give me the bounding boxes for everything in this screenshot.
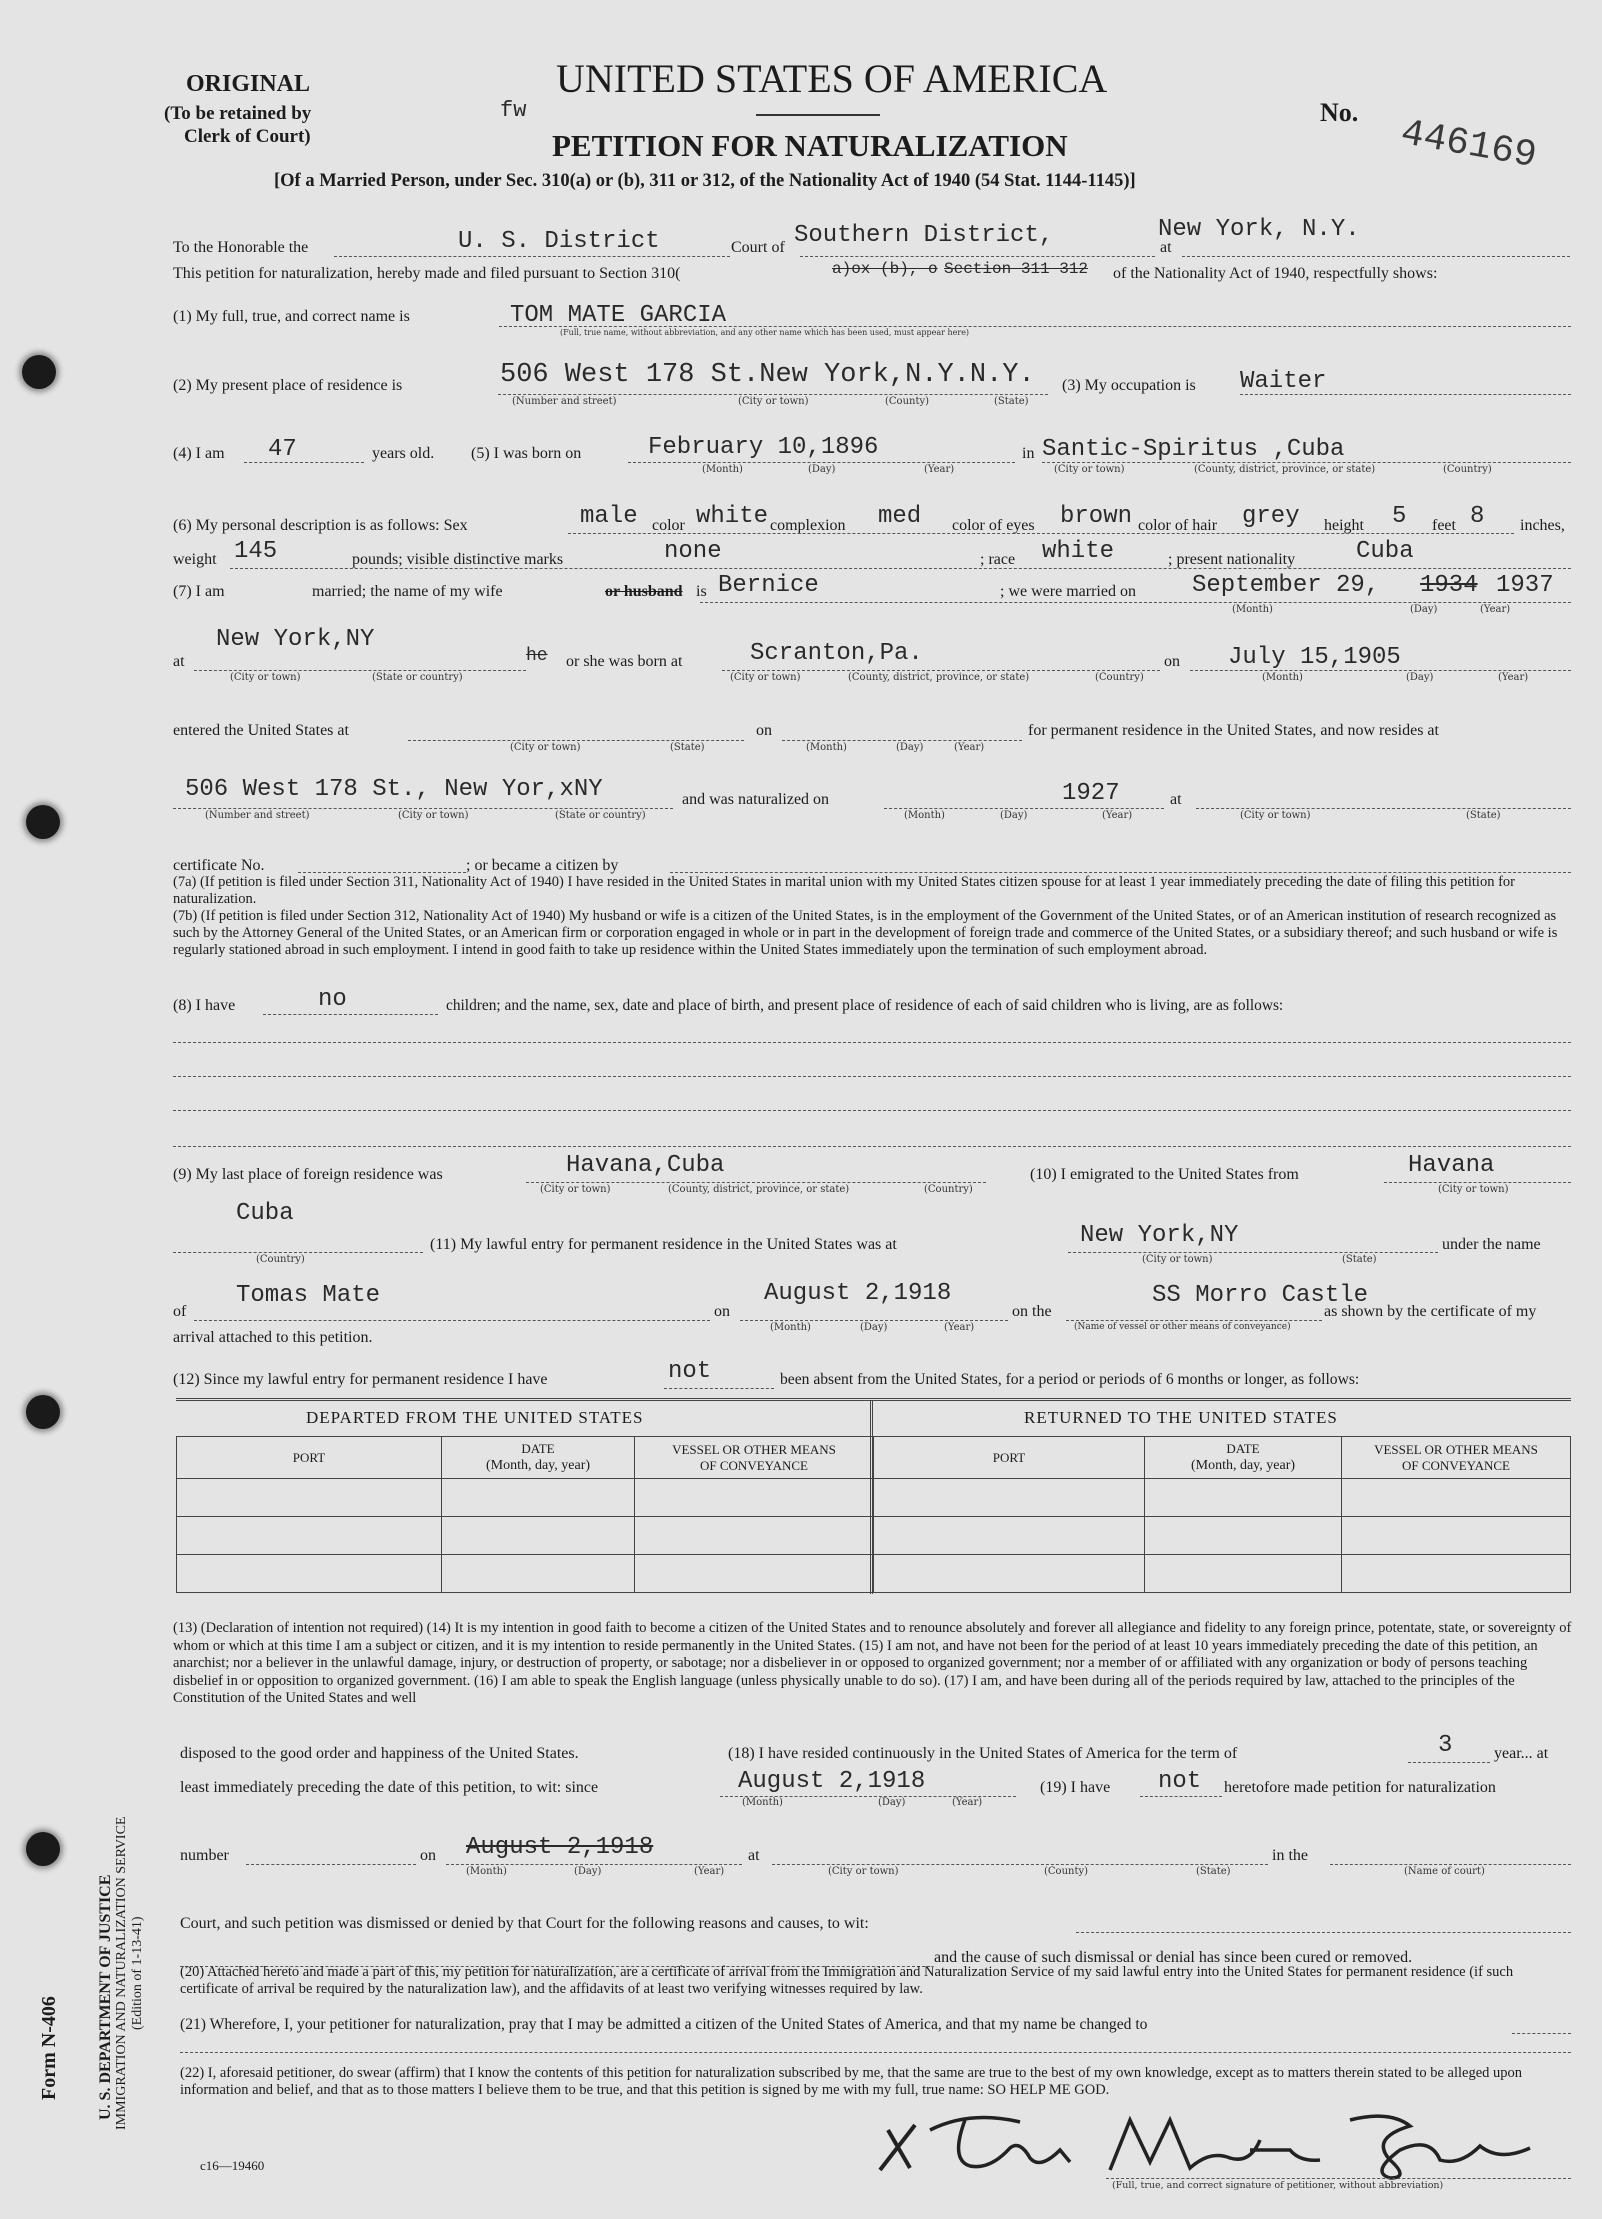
number-label: number (180, 1847, 229, 1864)
col-vessel: VESSEL OR OTHER MEANS OF CONVEYANCE (635, 1437, 874, 1479)
blank-line (230, 568, 1571, 569)
spouse-birthplace: Scranton,Pa. (750, 640, 923, 667)
blank-line (740, 1320, 1008, 1321)
blank-line (1068, 1252, 1438, 1253)
nationality: Cuba (1356, 538, 1414, 565)
shown-label: as shown by the certificate of my (1324, 1303, 1537, 1320)
petition-subtitle: [Of a Married Person, under Sec. 310(a) or (b), 311 or 312, of the Nationality Act of 1940 (54 Stat. 1144-1145)] (274, 171, 1136, 191)
complexion-label: complexion (770, 517, 846, 534)
marriage-date: September 29, (1192, 572, 1380, 599)
court-of-label: Court of (731, 239, 785, 256)
q19-rest: heretofore made petition for naturalization (1224, 1779, 1496, 1796)
complexion: med (878, 503, 922, 530)
he-struck: he (526, 646, 548, 666)
caption: (City or town) (730, 672, 801, 683)
cause-label: and the cause of such dismissal or denial has since been cured or removed. (934, 1949, 1413, 1966)
full-name: TOM MATE GARCIA (510, 302, 727, 329)
inches-label: inches, (1520, 517, 1565, 534)
blank-line (1066, 1320, 1322, 1321)
weight-label: weight (173, 551, 217, 568)
col-vessel-return: VESSEL OR OTHER MEANS OF CONVEYANCE (1342, 1437, 1571, 1479)
q18-label: (18) I have resided continuously in the United States of America for the term of (728, 1745, 1238, 1762)
blank-line (246, 1864, 416, 1865)
blank-line (173, 1076, 1571, 1077)
distinctive-marks: none (664, 538, 722, 565)
since-date: August 2,1918 (738, 1768, 926, 1795)
under-name-label: under the name (1442, 1236, 1541, 1253)
nationality-label: ; present nationality (1168, 551, 1296, 568)
prior-petition: not (1158, 1768, 1202, 1795)
section-struck-2: Section 311 312 (944, 260, 1089, 278)
q4-label: (4) I am (173, 445, 225, 462)
caption: (State) (1466, 810, 1501, 821)
blank-line (1196, 808, 1571, 809)
caption: (Country) (256, 1254, 305, 1265)
birthplace: Santic-Spiritus ,Cuba (1042, 436, 1345, 463)
signature-caption: (Full, true, and correct signature of petitioner, without abbreviation) (1112, 2180, 1444, 2191)
spouse-name: Bernice (718, 572, 819, 599)
footer-code: c16—19460 (200, 2158, 265, 2173)
caption: (Day) (1406, 672, 1434, 683)
petition-title: PETITION FOR NATURALIZATION (552, 128, 1068, 163)
caption: (Year) (944, 1322, 975, 1333)
hair-label: color of hair (1138, 517, 1218, 534)
race-label: ; race (980, 551, 1016, 568)
became-label: ; or became a citizen by (466, 857, 619, 874)
caption: (Country) (924, 1184, 973, 1195)
arrival-label: arrival attached to this petition. (173, 1329, 373, 1346)
q8-rest: children; and the name, sex, date and place of birth, and present place of residence of each of said children who is living, are as follows: (446, 997, 1284, 1014)
blank-line (334, 256, 730, 257)
blank-line (1140, 1796, 1222, 1797)
caption: (City or town) (1438, 1184, 1509, 1195)
blank-line (526, 1182, 986, 1183)
caption: (Day) (878, 1797, 906, 1808)
edition-label: (Edition of 1-13-41) (130, 1916, 145, 2030)
q20-text: (20) Attached hereto and made a part of this, my petition for naturalization, are a certificate of arrival from the Immigration and Naturalization Service of my said lawful entry into the United States for permanent residence (if such certificate of arrival be required by the naturalization law), and the affidavits of at least two verifying witnesses required by law. (180, 1964, 1514, 1997)
blank-line (1512, 2033, 1571, 2034)
marriage-year: 1937 (1496, 572, 1554, 599)
caption: (State) (670, 742, 705, 753)
current-residence: 506 West 178 St., New Yor,xNY (185, 776, 603, 803)
court-location: New York, N.Y. (1158, 216, 1360, 243)
blank-line (1408, 1762, 1490, 1763)
departed-header: DEPARTED FROM THE UNITED STATES (306, 1408, 644, 1427)
caption: (Day) (574, 1866, 602, 1877)
caption: (City or town) (1054, 464, 1125, 475)
caption: (Month) (702, 464, 743, 475)
q13-17-text: (13) (Declaration of intention not required) (14) It is my intention in good faith to become a citizen of the United States and to renounce absolutely and forever all allegiance and fidelity to any foreign prince, potentate, state, or sovereignty of whom or which at this time I am a subject or citizen, and it is my intention to reside permanently in the United States. (15) I am not, and have not been for the period of at least 10 years immediately preceding the date of this petition, an anarchist; nor a believer in the unlawful damage, injury, or destruction of property, or sabotage; nor a disbeliever in or opposed to organized government; nor a member of or affiliated with any organization or body of persons teaching disbelief in or opposition to organized government. (16) I am able to speak the English language (unless physically unable to do so). (17) I am, and have been during all of the periods required by law, attached to the principles of the Constitution of the United States and well (173, 1620, 1572, 1706)
punch-hole (26, 1395, 60, 1429)
blank-line (884, 808, 1164, 809)
blank-line (408, 740, 744, 741)
entry-label: (11) My lawful entry for permanent residence in the United States was at (430, 1236, 897, 1253)
marriage-year-struck: 1934 (1420, 572, 1478, 599)
at-label: at (748, 1847, 760, 1864)
q22-text: (22) I, aforesaid petitioner, do swear (affirm) that I know the contents of this petition for naturalization subscribed by me, that the same are true to the best of my own knowledge, except as to matters therein stated to be alleged upon information and belief, and that as to those matters I believe them to be true, and that this petition is signed by me with my full, true name: SO HELP ME GOD. (180, 2065, 1523, 2098)
caption: (State or country) (555, 810, 646, 821)
service-label: IMMIGRATION AND NATURALIZATION SERVICE (114, 1816, 129, 2130)
blank-line (772, 1864, 1268, 1865)
dismissed-label: Court, and such petition was dismissed or denied by that Court for the following reasons and causes, to wit: (180, 1915, 869, 1932)
caption: (City or town) (1142, 1254, 1213, 1265)
caption: (Month) (742, 1797, 783, 1808)
years-old-label: years old. (372, 445, 435, 462)
caption: (Year) (954, 742, 985, 753)
caption: (State) (1342, 1254, 1377, 1265)
q9-label: (9) My last place of foreign residence was (173, 1166, 443, 1183)
inches: 8 (1470, 503, 1485, 530)
blank-line (180, 2052, 1571, 2053)
caption: (Month) (466, 1866, 507, 1877)
on-label: on (714, 1303, 730, 1320)
blank-line (173, 1252, 423, 1253)
feet: 5 (1392, 503, 1407, 530)
blank-line (173, 1110, 1571, 1111)
signature-name (880, 2180, 1080, 2182)
caption: (County) (1044, 1866, 1089, 1877)
caption: (Year) (1498, 672, 1529, 683)
col-port-return: PORT (874, 1437, 1145, 1479)
caption: (County, district, province, or state) (1194, 464, 1376, 475)
year-at-label: year... at (1494, 1745, 1549, 1762)
hair: grey (1242, 503, 1300, 530)
children-count: no (318, 986, 347, 1013)
spouse-birth-date: July 15,1905 (1228, 644, 1401, 671)
disposed-label: disposed to the good order and happiness of the United States. (180, 1745, 579, 1762)
of-label: of (173, 1303, 187, 1320)
signature-graphic (870, 2100, 1550, 2180)
absence-table (176, 1436, 1571, 1593)
perm-res-label: for permanent residence in the United States, and now resides at (1028, 722, 1439, 739)
height-label: height (1324, 517, 1364, 534)
q2-label: (2) My present place of residence is (173, 377, 403, 394)
entry-name: Tomas Mate (236, 1282, 381, 1309)
form-number: Form N-406 (38, 1996, 60, 2100)
pounds-label: pounds; visible distinctive marks (352, 551, 564, 568)
blank-line (263, 1014, 438, 1015)
wife-struck: or husband (605, 583, 683, 600)
married-label: married; the name of my wife (312, 583, 503, 600)
blank-line (194, 670, 526, 671)
title-divider (756, 114, 880, 116)
caption: (County, district, province, or state) (848, 672, 1030, 683)
blank-line (664, 1388, 774, 1389)
blank-line (194, 1320, 710, 1321)
born-label: (5) I was born on (471, 445, 582, 462)
naturalized-year: 1927 (1062, 780, 1120, 807)
on-label: on (756, 722, 772, 739)
caption: (Day) (896, 742, 924, 753)
q21-text: (21) Wherefore, I, your petitioner for naturalization, pray that I may be admitted a citizen of the United States of America, and that my name be changed to (180, 2016, 1148, 2033)
caption: (City or town) (510, 742, 581, 753)
blank-line (1076, 1932, 1571, 1933)
emigrated-from: Havana (1408, 1152, 1495, 1179)
caption: (Month) (770, 1322, 811, 1333)
caption: (County, district, province, or state) (668, 1184, 850, 1195)
caption: (State) (994, 396, 1029, 407)
col-date-return: DATE (Month, day, year) (1145, 1437, 1342, 1479)
naturalized-label: and was naturalized on (682, 791, 830, 808)
original-label: ORIGINAL (186, 71, 311, 97)
caption: (Full, true name, without abbreviation, and any other name which has been used, must appear here) (560, 328, 970, 337)
on-label: on (420, 1847, 436, 1864)
blank-line (782, 740, 1022, 741)
blank-line (1384, 1182, 1571, 1183)
petition-basis-end: of the Nationality Act of 1940, respectfully shows: (1113, 265, 1438, 282)
q7a-text: (7a) (If petition is filed under Section 311, Nationality Act of 1940) I have resided in the United States in marital union with my United States citizen spouse for at least 1 year immediately preceding the date of filing this petition for naturalization. (173, 874, 1515, 907)
in-the-label: in the (1272, 1847, 1308, 1864)
q7-label: (7) I am (173, 583, 225, 600)
caption: (City or town) (828, 1866, 899, 1877)
emigrated-label: (10) I emigrated to the United States from (1030, 1166, 1299, 1183)
petition-basis: This petition for naturalization, hereby made and filed pursuant to Section 310( (173, 265, 681, 282)
on-label: on (1164, 653, 1180, 670)
q1-label: (1) My full, true, and correct name is (173, 308, 410, 325)
fw-mark: fw (500, 98, 527, 123)
caption: (Number and street) (512, 396, 617, 407)
caption: (Day) (860, 1322, 888, 1333)
blank-line (446, 1864, 742, 1865)
honorable-label: To the Honorable the (173, 239, 309, 256)
caption: (Country) (1443, 464, 1492, 475)
blank-line (1182, 256, 1570, 257)
q19-label: (19) I have (1040, 1779, 1111, 1796)
residence-years: 3 (1438, 1732, 1453, 1759)
col-port: PORT (177, 1437, 442, 1479)
caption: (City or town) (738, 396, 809, 407)
caption: (Number and street) (205, 810, 310, 821)
caption: (Month) (1232, 604, 1273, 615)
caption: (Country) (1095, 672, 1144, 683)
is-label: is (696, 583, 707, 600)
caption: (Year) (694, 1866, 725, 1877)
table-top-rule (176, 1398, 1571, 1401)
blank-line (1330, 1864, 1571, 1865)
q7b-text: (7b) (If petition is filed under Section 312, Nationality Act of 1940) My husband or wife is a citizen of the United States, is in the employment of the Government of the United States, or of an American institution of research recognized as such by the Attorney General of the United States, or an American firm or corporation engaged in whole or in part in the development of foreign trade and commerce of the United States, or a subsidiary thereof; and such husband or wife is regularly stationed abroad in such employment. I intend in good faith to take up residence within the United States immediately upon the termination of such employment abroad. (173, 908, 1558, 958)
emigrated-country: Cuba (236, 1200, 294, 1227)
blank-line (173, 1042, 1571, 1043)
blank-line (244, 462, 364, 463)
age: 47 (268, 436, 297, 463)
color-label: color (652, 517, 685, 534)
vessel-name: SS Morro Castle (1152, 1282, 1369, 1309)
caption: (City or town) (540, 1184, 611, 1195)
weight: 145 (234, 538, 278, 565)
country-title: UNITED STATES OF AMERICA (556, 56, 1108, 101)
caption: (Year) (924, 464, 955, 475)
court-name: U. S. District (458, 228, 660, 255)
section-struck: a)ox (b), o (832, 260, 938, 278)
punch-hole (26, 1832, 60, 1866)
race: white (1042, 538, 1115, 565)
q6-label: (6) My personal description is as follows: Sex (173, 517, 468, 534)
caption: (Day) (808, 464, 836, 475)
entered-label: entered the United States at (173, 722, 349, 739)
district-name: Southern District, (794, 222, 1054, 249)
punch-hole (22, 355, 56, 389)
caption: (Month) (806, 742, 847, 753)
blank-line (628, 462, 1015, 463)
q12-rest: been absent from the United States, for a period or periods of 6 months or longer, as follows: (780, 1371, 1360, 1388)
married-on-label: ; we were married on (1000, 583, 1136, 600)
on-the-label: on the (1012, 1303, 1052, 1320)
dept-label: U. S. DEPARTMENT OF JUSTICE (97, 1874, 114, 2120)
color: white (696, 503, 769, 530)
sex: male (580, 503, 638, 530)
caption: (Month) (1262, 672, 1303, 683)
blank-line (173, 1146, 1571, 1147)
caption: (City or town) (398, 810, 469, 821)
caption: (State) (1196, 1866, 1231, 1877)
caption: (City or town) (1240, 810, 1311, 821)
caption: (Month) (904, 810, 945, 821)
caption: (Day) (1410, 604, 1438, 615)
caption: (County) (885, 396, 930, 407)
residence: 506 West 178 St.New York,N.Y.N.Y. (500, 360, 1035, 390)
caption: (Year) (952, 1797, 983, 1808)
no-label: No. (1320, 98, 1359, 127)
entry-date: August 2,1918 (764, 1280, 952, 1307)
at-label: at (1170, 791, 1182, 808)
returned-header: RETURNED TO THE UNITED STATES (1024, 1408, 1338, 1427)
birth-date: February 10,1896 (648, 434, 879, 461)
blank-line (173, 808, 673, 809)
last-foreign-residence: Havana,Cuba (566, 1152, 725, 1179)
absence-value: not (668, 1358, 712, 1385)
born-at-label: or she was born at (566, 653, 683, 670)
least-label: least immediately preceding the date of this petition, to wit: since (180, 1779, 599, 1796)
caption: (State or country) (372, 672, 463, 683)
q8-label: (8) I have (173, 997, 236, 1014)
blank-line (298, 872, 466, 873)
eyes: brown (1060, 503, 1133, 530)
at-label: at (1160, 239, 1172, 256)
blank-line (670, 872, 1571, 873)
petition-number: 446169 (1397, 112, 1540, 179)
at-label: at (173, 653, 185, 670)
blank-line (722, 670, 1160, 671)
retained-label: (To be retained by (164, 103, 312, 124)
caption: (Year) (1102, 810, 1133, 821)
blank-line (800, 256, 1155, 257)
occupation: Waiter (1240, 368, 1327, 395)
entry-place: New York,NY (1080, 1222, 1239, 1249)
struck-date: August 2,1918 (466, 1834, 654, 1861)
blank-line (568, 533, 1514, 534)
col-date: DATE (Month, day, year) (442, 1437, 635, 1479)
in-label: in (1022, 445, 1035, 462)
caption: (Name of court) (1404, 1866, 1485, 1877)
blank-line (498, 394, 1048, 395)
certificate-label: certificate No. (173, 857, 265, 874)
eyes-label: color of eyes (952, 517, 1035, 534)
occupation-label: (3) My occupation is (1062, 377, 1196, 394)
caption: (Year) (1480, 604, 1511, 615)
marriage-place: New York,NY (216, 626, 375, 653)
caption: (City or town) (230, 672, 301, 683)
feet-label: feet (1432, 517, 1456, 534)
signature-line (1106, 2178, 1571, 2179)
punch-hole (26, 805, 60, 839)
caption: (Name of vessel or other means of conveyance) (1074, 1322, 1291, 1332)
caption: (Day) (1000, 810, 1028, 821)
q12-label: (12) Since my lawful entry for permanent residence I have (173, 1371, 548, 1388)
retained-label-2: Clerk of Court) (184, 126, 311, 147)
blank-line (700, 602, 1571, 603)
